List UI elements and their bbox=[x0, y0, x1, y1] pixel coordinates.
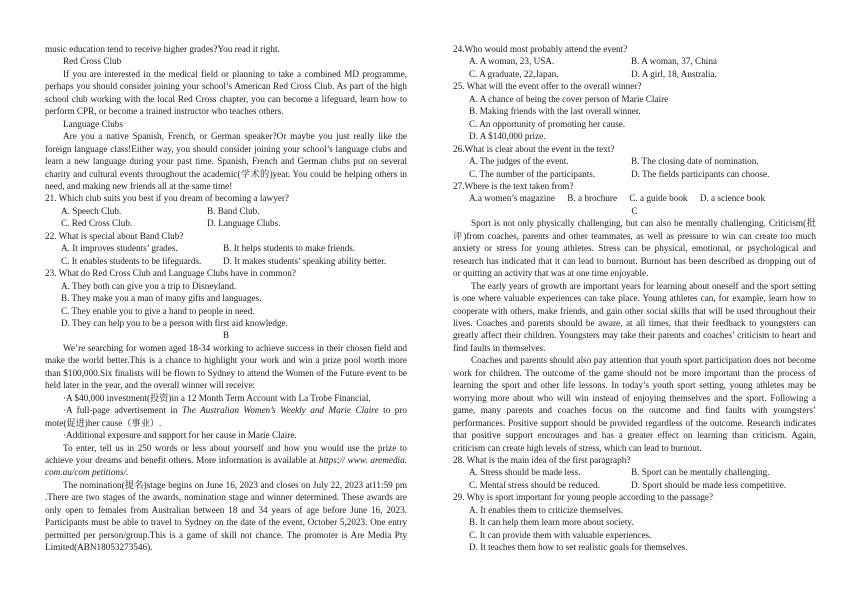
q24-option-d: D. A girl, 18, Australia. bbox=[631, 68, 717, 79]
question-28: 28. What is the main idea of the first paragraph? bbox=[453, 454, 631, 465]
q22-options-row2 bbox=[45, 255, 407, 267]
question-26: 26.What is clear about the event in the text? bbox=[453, 143, 615, 154]
q24-options-row1 bbox=[453, 55, 816, 67]
q21-options-row1 bbox=[45, 205, 407, 217]
q26-option-c: C. The number of the participants. bbox=[469, 168, 596, 179]
left-column bbox=[45, 43, 407, 554]
section-b-heading: B bbox=[222, 330, 230, 341]
passage-b-paragraph-3: The nomination(提名)stage begins on June 16, 2023 and closes on July 22, 2023 at11:59 pm .There are two stages of the awards, nomination stage and winner determined. These awards are only open to females from Australian between 18 and 34 years of age before June 16, 2023. Participants must be able to travel to Sydney on the date of the event, October 5,2023. One entry permitted per person/group.This is a game of skill not chance. The promoter is Are Media Pty Limited(ABN18053273546). bbox=[45, 479, 407, 553]
q21-option-c: C. Red Cross Club. bbox=[61, 218, 133, 229]
q25-option-a: A. A chance of being the cover person of Marie Claire bbox=[469, 93, 669, 104]
q27-option-c: C. a guide book bbox=[629, 193, 688, 204]
q29-option-d: D. It teaches them how to set realistic goals for themselves. bbox=[469, 542, 688, 553]
q26-options-row2 bbox=[453, 168, 816, 180]
q27-option-d: D. a science book bbox=[699, 193, 766, 204]
website-url: https;// www. aremedia. com.au/com petitions/. bbox=[45, 454, 408, 478]
q22-option-b: B. It helps students to make friends. bbox=[223, 243, 356, 254]
q28-option-d: D. Sport should be made less competitive. bbox=[631, 479, 787, 490]
intro-tail: music education tend to receive higher grades?You read it right. bbox=[45, 44, 280, 54]
q21-option-b: B. Band Club. bbox=[207, 205, 260, 216]
q28-option-c: C. Mental stress should be reduced. bbox=[469, 479, 600, 490]
prize-item-advertisement: ·A full-page advertisement in The Australian Women’s Weekly and Marie Claire to pro mote(促进)her cause（事业）. bbox=[45, 405, 407, 428]
q23-option-b: B. They make you a man of many gifts and languages. bbox=[61, 293, 262, 304]
passage-b-paragraph-2: To enter, tell us in 250 words or less about yourself and how you would use the prize to achieve your dreams and benefit others. More information is available at https;// www. aremedia. com.au/com petitions/. bbox=[45, 442, 408, 478]
language-paragraph: Are you a native Spanish, French, or German speaker?Or maybe you just really like the foreign language class!Either way, you should consider joining your school’s language clubs and learn a new language during your past time. Spanish, French and German clubs put on several charity and cultural events throughout the academic(学术的)year. You could be helping others in need, and making new friends all at the same time! bbox=[45, 131, 407, 191]
passage-c-paragraph-2: The early years of growth are important years for learning about oneself and the sport setting is one where valuable experiences can take place. Young athletes can, for example, learn how to cooperate with others, make friends, and gain other social skills that will be used throughout their lives. Coaches and parents should be aware, at all times, that their feedback to youngsters can greatly affect their children. Youngsters may take their parents and coaches’ criticism to heart and find faults in themselves. bbox=[453, 280, 816, 353]
question-22: 22. What is special about Band Club? bbox=[45, 230, 184, 241]
q24-option-b: B. A woman, 37, China bbox=[631, 56, 718, 67]
q29-option-c: C. It can provide them with valuable experiences. bbox=[469, 529, 652, 540]
question-24: 24.Who would most probably attend the event? bbox=[453, 44, 628, 54]
q25-option-c: C. An opportunity of promoting her cause. bbox=[469, 118, 626, 129]
q27-options-row bbox=[453, 192, 816, 204]
red-cross-paragraph: If you are interested in the medical field or planning to take a combined MD programme, perhaps you should consider joining your school’s American Red Cross Club. As part of the high school club working with the local Red Cross chapter, you can become a lifeguard, learn how to perform CPR, or become a trained instructor who teaches others. bbox=[45, 68, 407, 117]
question-21: 21. Which club suits you best if you dream of becoming a lawyer? bbox=[45, 193, 290, 204]
q25-option-b: B. Making friends with the last overall winner. bbox=[469, 106, 641, 117]
passage-c-paragraph-3: Coaches and parents should also pay attention that youth sport participation does not become work for children. The outcome of the game should not be more important than the process of learning the sport and other life lessons. In today’s youth sport setting, young athletes may be worrying more about who will win instead of enjoying themselves and the sport. Following a game, many parents and coaches focus on the outcome and find faults with youngsters’ performances. Positive support should be provided regardless of the outcome. Research indicates that positive support encourages and has a greater effect on learning than criticism. Again, criticism can create high levels of stress, which can lead to burnout. bbox=[453, 355, 816, 453]
q23-option-d: D. They can help you to be a person with first aid knowledge. bbox=[61, 317, 288, 328]
q26-option-a: A. The judges of the event. bbox=[469, 156, 569, 167]
q23-option-c: C. They enable you to give a hand to people in need. bbox=[61, 305, 255, 316]
q28-options-row2 bbox=[453, 479, 816, 491]
q21-option-d: D. Language Clubs. bbox=[207, 218, 281, 229]
q27-option-b: B. a brochure bbox=[567, 193, 618, 204]
question-29: 29. Why is sport important for young people according to the passage? bbox=[453, 492, 714, 503]
prize-item-investment: ·A $40,000 investment(投资)in a 12 Month Term Account with La Trobe Financial. bbox=[63, 392, 371, 403]
q24-option-a: A. A woman, 23, USA. bbox=[469, 56, 555, 67]
q28-option-a: A. Stress should be made less. bbox=[469, 467, 581, 478]
prize-item-exposure: ·Additional exposure and support for her cause in Marie Claire. bbox=[63, 430, 297, 441]
q26-option-d: D. The fields participants can choose. bbox=[631, 168, 770, 179]
question-27: 27.Where is the text taken from? bbox=[453, 180, 574, 191]
q22-option-c: C. It enables students to be lifeguards. bbox=[61, 255, 202, 266]
q26-options-row1 bbox=[453, 155, 816, 167]
right-column bbox=[453, 43, 816, 554]
question-23: 23. What do Red Cross Club and Language Clubs have in common? bbox=[45, 268, 296, 279]
q21-options-row2 bbox=[45, 217, 407, 229]
question-25: 25. What will the event offer to the overall winner? bbox=[453, 81, 642, 92]
q28-option-b: B. Sport can be mentally challenging. bbox=[631, 467, 770, 478]
q28-options-row1 bbox=[453, 466, 816, 478]
q24-option-c: C. A graduate, 22,Japan. bbox=[469, 68, 559, 79]
section-c-heading: C bbox=[631, 205, 638, 216]
magazine-names: The Australian Women’s Weekly and Marie Claire bbox=[182, 405, 379, 416]
language-heading: Language Clubs bbox=[63, 118, 123, 129]
q24-options-row2 bbox=[453, 68, 816, 80]
q29-option-a: A. It enables them to criticize themselves. bbox=[469, 504, 624, 515]
red-cross-heading: Red Cross Club bbox=[63, 56, 122, 67]
q22-option-d: D. It makes students’ speaking ability better. bbox=[223, 255, 387, 266]
passage-c-paragraph-1: Sport is not only physically challenging, but can also be mentally challenging. Criticism(批评)from coaches, parents and other teammates, as well as pressure to win can create too much anxiety or stress for young athletes. Stress can be physical, emotional, or psychological and research has indicated that it can lead to burnout. Burnout has been described as dropping out of or quitting an activity that was at one time enjoyable. bbox=[453, 218, 816, 279]
q22-option-a: A. It improves students’ grades. bbox=[61, 243, 178, 254]
q23-option-a: A. They both can give you a trip to Disneyland. bbox=[61, 280, 237, 291]
q27-option-a: A.a women’s magazine bbox=[469, 193, 555, 204]
q25-option-d: D. A $140,000 prize. bbox=[469, 131, 546, 142]
q21-option-a: A. Speech Club. bbox=[61, 205, 122, 216]
q29-option-b: B. It can help them learn more about society. bbox=[469, 517, 634, 528]
q26-option-b: B. The closing date of nomination. bbox=[631, 156, 759, 167]
q22-options-row1 bbox=[45, 242, 407, 254]
passage-b-paragraph-1: We’re searching for women aged 18-34 working to achieve success in their chosen field and make the world better.This is a chance to highlight your work and win a prize pool worth more than $100,000.Six finalists will be flown to Sydney to attend the Women of the Future event to be held later in the year, and the overall winner will receive: bbox=[45, 342, 407, 391]
